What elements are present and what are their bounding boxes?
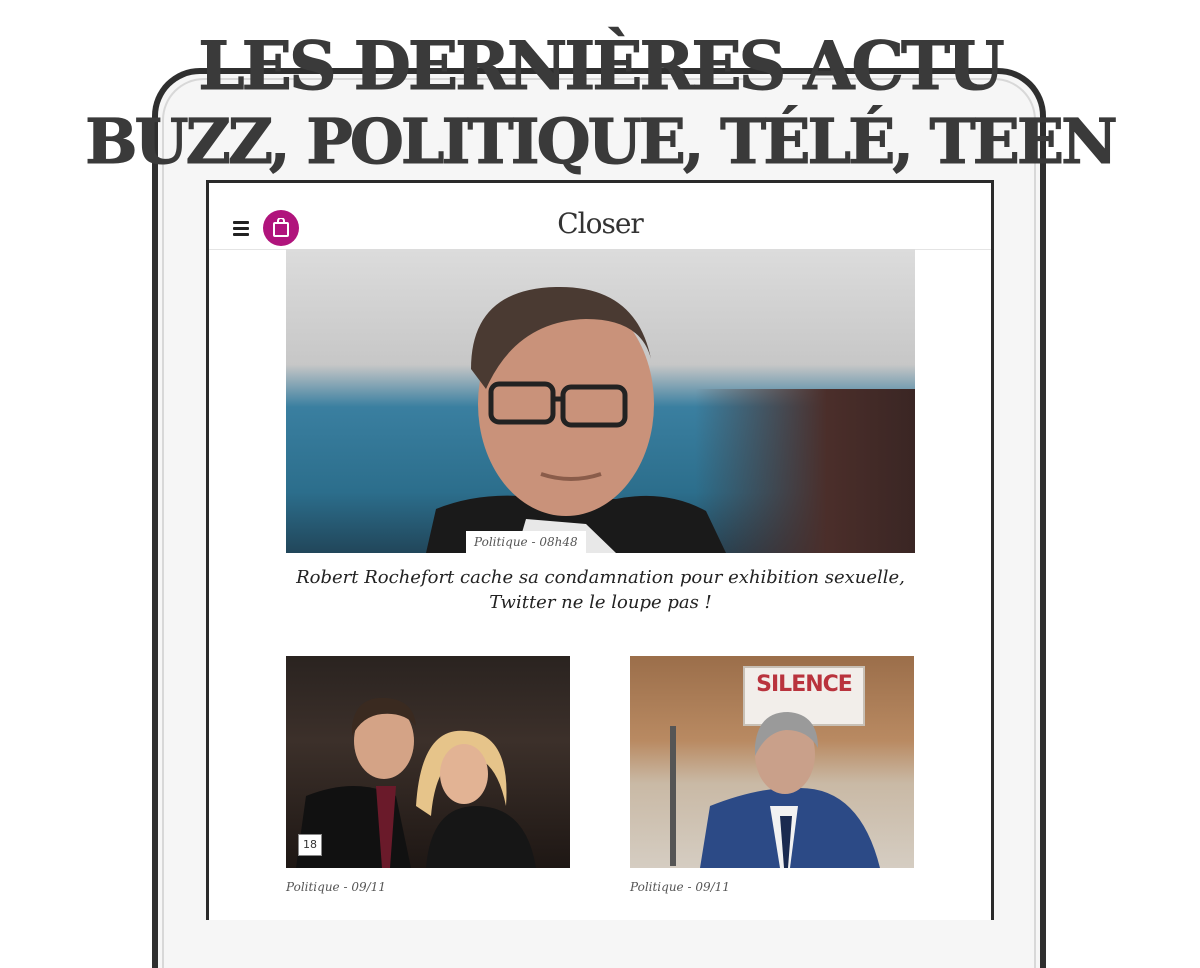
hero-article-image[interactable]	[286, 249, 915, 553]
brand-logo[interactable]: Closer	[557, 207, 643, 240]
app-screen	[206, 180, 994, 920]
article-card-image-1[interactable]	[286, 656, 570, 868]
article-card-meta-1: Politique - 09/11	[286, 880, 386, 894]
hero-category-badge: Politique - 08h48	[466, 531, 586, 553]
promo-headline-line1: LES DERNIÈRES ACTU	[198, 27, 1002, 105]
silence-sign: SILENCE	[743, 666, 865, 726]
photo-count-badge: 18	[298, 834, 322, 856]
promo-headline-line2: BUZZ, POLITIQUE, TÉLÉ, TEEN	[85, 105, 1115, 178]
article-card-meta-2: Politique - 09/11	[630, 880, 730, 894]
top-bar	[209, 183, 991, 250]
article-card-image-2[interactable]	[630, 656, 914, 868]
hero-article-title[interactable]: Robert Rochefort cache sa condamnation pour exhibition sexuelle, Twitter ne le loupe pas !	[296, 567, 905, 613]
